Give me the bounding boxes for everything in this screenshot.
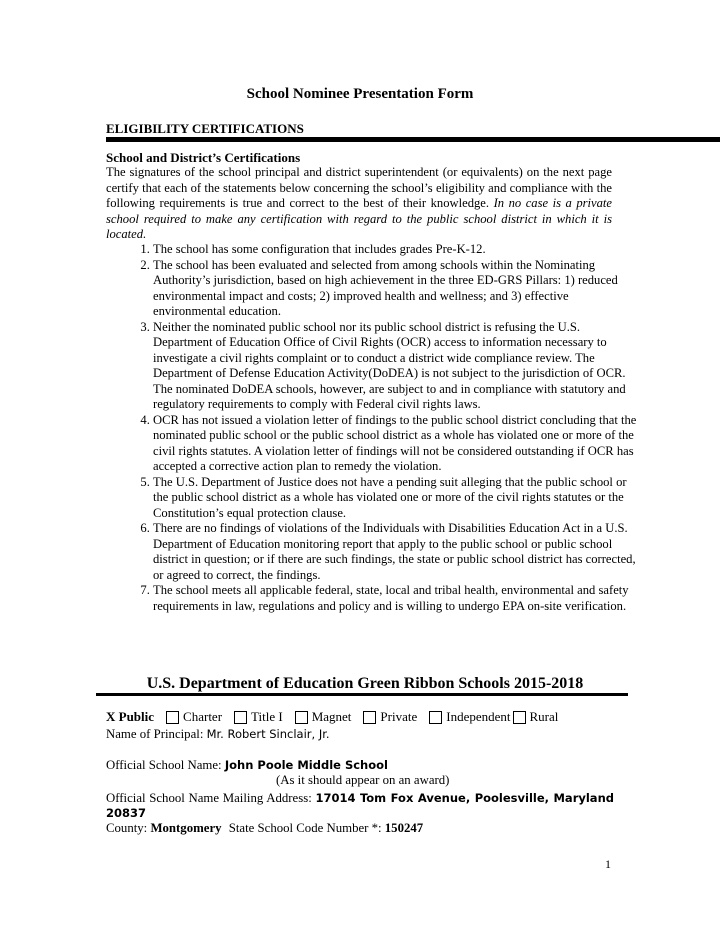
intro-text: The signatures of the school principal and district superintendent (or equivalents) on the next page certify that each of the statements below concerning the school’s eligibility and compliance with the following requirements is true and correct to the best of their knowledge. [106,165,612,210]
mailing-address-row [106,791,614,821]
rural-checkbox[interactable] [513,711,526,724]
program-heading: U.S. Department of Education Green Ribbon Schools 2015-2018 [146,675,584,692]
county-value: Montgomery [150,821,222,835]
program-divider [96,693,628,696]
school-name-label: Official School Name: [106,758,222,772]
certification-list [126,242,639,614]
checkbox-label: Private [380,709,418,724]
list-item: 7. The school meets all applicable federal, state, local and tribal health, environmental and safety requirements in law, regulations and policy and is willing to undergo EPA on-site verification. [153,583,639,614]
list-item: 3. Neither the nominated public school nor its public school district is refusing the U.S. Department of Education Office of Civil Rights (OCR) access to information necessary to investigate a civil rights complaint or to conduct a district wide compliance review. The Department of Defense Education Activity(DoDEA) is not subject to the jurisdiction of OCR. The nominated DoDEA schools, however, are subject to and in compliance with statutory and regulatory requirements to comply with Federal civil rights laws. [153,320,639,413]
mailing-label: Official School Name Mailing Address: [106,791,312,805]
state-code-value: 150247 [384,821,424,835]
school-type-options [106,709,570,725]
list-item: 6. There are no findings of violations of the Individuals with Disabilities Education Act in a U.S. Department of Education monitoring report that apply to the public school or public school district in question; or if there are such findings, the state or public school district has corrected, or agreed to correct, the findings. [153,521,639,583]
page-number: 1 [605,857,611,871]
principal-label: Name of Principal: [106,727,204,741]
list-item: 2. The school has been evaluated and selected from among schools within the Nominating Authority’s jurisdiction, based on high achievement in the three ED-GRS Pillars: 1) reduced environmental impact and costs; 2) improved health and wellness; and 3) effective environmental education. [153,258,639,320]
certifications-heading: School and District’s Certifications [106,150,301,165]
independent-checkbox[interactable] [429,711,442,724]
eligibility-heading: ELIGIBILITY CERTIFICATIONS [106,121,304,136]
checkbox-label: Charter [183,709,223,724]
checkbox-label: Title I [251,709,283,724]
school-name-row [106,758,388,773]
list-item: 1. The school has some configuration that includes grades Pre-K-12. [153,242,639,258]
mailing-value: 17014 Tom Fox Avenue, Poolesville, Maryland 20837 [106,791,614,820]
principal-row [106,727,330,742]
checkbox-label: Rural [529,709,559,724]
section-divider [106,137,720,142]
title-i-checkbox[interactable] [234,711,247,724]
principal-value: Mr. Robert Sinclair, Jr. [206,727,330,741]
award-note: (As it should appear on an award) [276,773,450,787]
checkbox-label: Independent [446,709,511,724]
checkbox-label: Magnet [311,709,352,724]
school-type-selected: X Public [106,709,155,724]
charter-checkbox[interactable] [166,711,179,724]
county-row [106,821,423,836]
page-title: School Nominee Presentation Form [246,86,474,102]
private-checkbox[interactable] [363,711,376,724]
intro-italic-text: In no case is a private school required to make any certification with regard to the public school district in which it is located. [106,196,613,241]
list-item: 4. OCR has not issued a violation letter of findings to the public school district concluding that the nominated public school or the public school district as a whole has violated one or more of the civil rights statutes. A violation letter of findings will not be considered outstanding if OCR has accepted a corrective action plan to remedy the violation. [153,413,639,475]
county-label: County: [106,821,148,835]
intro-paragraph [106,165,612,243]
state-code-label: State School Code Number *: [228,821,382,835]
school-name-value: John Poole Middle School [224,758,388,772]
list-item: 5. The U.S. Department of Justice does not have a pending suit alleging that the public school or the public school district as a whole has violated one or more of the civil rights statutes or the Constitution’s equal protection clause. [153,475,639,522]
magnet-checkbox[interactable] [295,711,308,724]
